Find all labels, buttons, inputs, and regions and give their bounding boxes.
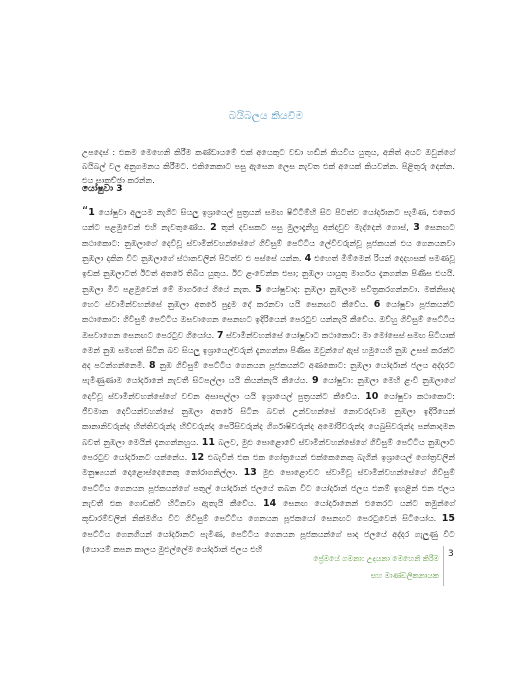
footer-line-2: සහ මාණ්ඩලිකනායක <box>370 571 439 580</box>
verse-number: 9 <box>312 375 319 387</box>
verse-number: 6 <box>373 298 381 310</box>
verse-number: 7 <box>216 329 224 341</box>
verse-number: 14 <box>263 497 277 509</box>
verse-number: 5 <box>255 283 262 295</box>
verse-text: තුන් දවසකට පසු මුලාදෑනීහු අන්දවුව මැද්දෙන් ගොස්, <box>221 222 409 233</box>
verse-text: යෝෂුවාද: නුඹලා නුඹලාම පවිත්‍රකරගන්නවා. මක්නිසාද හෙට ස්වාමීන්වහන්සේ නුඹලා අතරේ පුදුම දේ කරනවා යයි සෙනඟට කීවේය. <box>82 283 455 309</box>
verse-text: යෝෂුවා පූජකයන්ට කථාකොට: ගිවිසුම් පෙට්ටිය ඔසවාගෙන සෙනඟට ඉදිරියෙන් පෙරටුව යන්නැයි කීවේය. ඔව්හු ගිවිසුම් පෙට්ටිය ඔසවාගෙන සෙනඟට පෙරටුව ගියෝය. <box>82 298 455 340</box>
verse-text: ස්වාමීන්වහන්සේ යෝෂුවාට කථාකොට: මා මෝසෙස් සමඟ සිටියාක් මෙන් නුඹ සමඟත් සිටින බව සියලු ඉශ්‍රායෙල්වරුන් දැනගන්නා පිණිස ඔවුන්ගේ ඇස් හමුයෙහි නුඹ උසස් කරන්ට අද පටන්ගන්නෙමි. <box>82 329 455 371</box>
verse-text: යෝෂුවා: නුඹලා මෙහි ළංවී නුඹලාගේ දෙවිවූ ස්වාමීන්වහන්සේගේ වචන අසාපල්ලා යයි ඉශ්‍රායෙල් පුත්‍රයන්ට කීවේය. <box>82 375 456 401</box>
instructions-paragraph: උපදෙස් : එකම මෙහෙනි කිරීම කණ්ඩායමේ එක් අයෙකුට වඩා හඬින් කියවිය යුතුය, අනිත් අයට ඔවුන්ගේ බයිබල් වල අනුගමනය කිරීමට. එකිනෙකාට පසු ඇසෙන ලෙස නැවත එක් අයෙක් කියවන්න. පිළිතුරු දෙන්න. එය සාකච්ඡා කරන්න. <box>82 147 455 185</box>
scripture-passage <box>82 204 456 554</box>
verse-text: එහෙත් මිම්මෙන් රියන් දෙදහසක් පමණවූ ඉඩක් නුඹලාටත් ඊටත් අතරේ තිබිය යුතුය. ඊට ළංවෙන්න එපා; නුඹලා යායුතු මාර්ගය දැනගන්න පිණිස එයයි. නුඹලා මීට පළමුවෙන් මේ මාර්ගයේ ගියේ නැත. <box>82 252 456 294</box>
footer <box>313 550 439 584</box>
verse-number: 4 <box>304 252 312 264</box>
verse-text: මුළු පොළොවට ස්වාමිවූ ස්වාමීන්වහන්සේගේ ගිවිසුම් පෙට්ටිය ගෙනයන පූජකයන්ගේ පතුල් යෝර්දාන් ජලයේ තබන විට යෝර්දාන් ජලය එනම් ඉහළින් එන ජලය නැවතී එක ගොඩක්වී හිටිනවා ඇතැයි කීවේය. <box>82 467 455 508</box>
open-quote-mark: “ <box>82 204 89 218</box>
verse-text: එබැවින් එක එක ගෝත්‍රයෙන් එක්කෙනෙකු බැගින් ඉශ්‍රායෙල් ගෝත්‍රවලින් මනුෂ්‍යයන් දොළොස්දෙනෙකු තෝරාගනිල්ලා. <box>82 452 455 478</box>
verse-number: 12 <box>190 452 205 463</box>
page-number: 3 <box>448 549 454 559</box>
verse-text: සෙනඟට කථාකොට: නුඹලාගේ දෙවිවූ ස්වාමීන්වහන්සේගේ ගිවිසුම් පෙට්ටිය ලේවීවරුන්වූ පූජකයන් එය ගෙනයනවා නුඹලා දකින විට නුඹලාගේ ස්ථානවලින් පිටත්ව එ පස්සේ යන්න. <box>82 222 456 263</box>
page-title: බයිබලය කියවීම <box>228 110 304 122</box>
chapter-heading: යෝෂුවා 3 <box>82 184 123 194</box>
verse-number: 13 <box>243 467 257 479</box>
verse-number: 1 <box>88 207 95 218</box>
verse-text: පෙට්ටිය ගෙනගියන් යෝර්දානට පැමිණ, පෙට්ටිය ගෙනයන පූජකයන්ගේ පාද ජලයේ අද්දර ගැලුණු විට (යොයම් කපන කාලය මුළුල්ලේම යෝර්දාන් ජලය එහි <box>82 528 455 554</box>
footer-divider <box>443 546 444 586</box>
verse-text: සෙනඟ යෝර්දානෙන් එතෙරට යන්ට තමුන්ගේ කූඩාරම්වලින් නික්මගිය විට ගිවිසුම් පෙට්ටිය ගෙනයන පූජකයෝ සෙනඟට පෙරටුවෙන් සිටියෝය. <box>82 497 456 524</box>
verse-number: 11 <box>201 436 215 448</box>
verse-text: බලව, මුළු පොළොවේ ස්වාමීන්වහන්සේගේ ගිවිසුම් පෙට්ටිය නුඹලාට පෙරටුව යෝර්දානට යන්නේය. <box>82 436 456 462</box>
footer-line-1: ප්‍රේමයේ ගමනා: උදයනා මෙහෙනි කිරීම <box>313 554 439 563</box>
verse-number: 15 <box>441 513 456 525</box>
verse-number: 2 <box>210 222 217 234</box>
verse-text: නුඹ ගිවිසුම් පෙට්ටිය ගෙනයන පූජකයන්ට අණකොට: නුඹලා යෝර්දාන් ජලය අද්දරට පැමිණුණාම යෝර්දානේ නැවතී සිටපල්ලා යයි කියන්නැයි කීයේය. <box>82 360 456 386</box>
verse-number: 8 <box>148 360 156 372</box>
verse-number: 3 <box>413 222 420 234</box>
verse-text: යෝෂුවා කථාකොට: ජීවමාන දෙවියන්වහන්සේ නුඹලා අතරේ සිටින බවත් උන්වහන්සේ නොවරදවාම නුඹලා ඉදිරියෙන් කානානිවරුන්ද හිත්තිවරුන්ද හිව්වරුන්ද පෙරිසිවරුන්ද ගිර්ගාෂිවරුන්ද අමෝරිවරුන්ද යෙබුසිවරුන්ද පන්නාදමන බවත් නුඹලා මෙයින් දැනගන්නහුය. <box>82 390 455 447</box>
verse-text: යෝෂුවා අලුයම නැගිට සියලු ඉශ්‍රායෙල් පුත්‍රයන් සමඟ ෂිට්ටීම්හි සිට පිටත්ව යෝර්දානට පැමිණ, එතෙර යන්ට පළමුවෙන් එහි නැවතුණේය. <box>82 207 455 233</box>
verse-number: 10 <box>365 390 379 402</box>
